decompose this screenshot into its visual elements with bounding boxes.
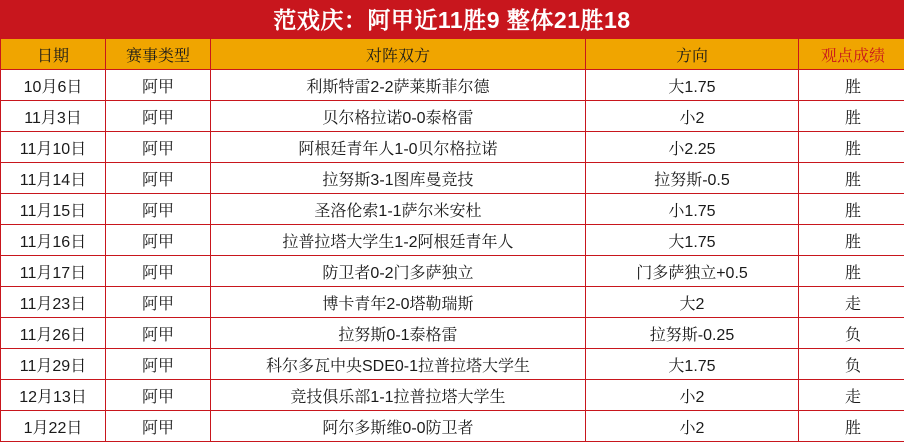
cell-match: 圣洛伦索1-1萨尔米安杜 <box>211 194 586 225</box>
table-row <box>1 194 904 225</box>
cell-result: 负 <box>799 349 904 380</box>
column-header-league: 赛事类型 <box>106 39 211 70</box>
cell-match: 拉努斯0-1泰格雷 <box>211 318 586 349</box>
column-header-result: 观点成绩 <box>799 39 904 70</box>
cell-league: 阿甲 <box>106 163 211 194</box>
cell-result: 胜 <box>799 194 904 225</box>
cell-result: 走 <box>799 380 904 411</box>
page-title: 范戏庆：阿甲近11胜9 整体21胜18 <box>0 0 904 38</box>
cell-date: 1月22日 <box>1 411 106 442</box>
cell-date: 10月6日 <box>1 70 106 101</box>
table-row <box>1 380 904 411</box>
cell-direction: 大2 <box>586 287 799 318</box>
cell-result: 走 <box>799 287 904 318</box>
cell-league: 阿甲 <box>106 318 211 349</box>
predictions-table <box>0 38 904 442</box>
cell-direction: 小2 <box>586 411 799 442</box>
table-row <box>1 318 904 349</box>
cell-result: 胜 <box>799 411 904 442</box>
cell-match: 阿尔多斯维0-0防卫者 <box>211 411 586 442</box>
cell-date: 11月29日 <box>1 349 106 380</box>
cell-date: 11月16日 <box>1 225 106 256</box>
cell-league: 阿甲 <box>106 411 211 442</box>
cell-result: 胜 <box>799 225 904 256</box>
cell-league: 阿甲 <box>106 101 211 132</box>
cell-league: 阿甲 <box>106 225 211 256</box>
cell-date: 11月10日 <box>1 132 106 163</box>
cell-direction: 拉努斯-0.5 <box>586 163 799 194</box>
table-row <box>1 101 904 132</box>
table-header-row <box>1 39 904 70</box>
cell-result: 胜 <box>799 256 904 287</box>
table-row <box>1 225 904 256</box>
table-header <box>1 39 904 70</box>
cell-result: 胜 <box>799 70 904 101</box>
cell-direction: 大1.75 <box>586 70 799 101</box>
cell-result: 胜 <box>799 101 904 132</box>
cell-league: 阿甲 <box>106 256 211 287</box>
column-header-date: 日期 <box>1 39 106 70</box>
cell-league: 阿甲 <box>106 70 211 101</box>
cell-date: 11月15日 <box>1 194 106 225</box>
cell-match: 拉普拉塔大学生1-2阿根廷青年人 <box>211 225 586 256</box>
table-row <box>1 287 904 318</box>
table-row <box>1 70 904 101</box>
cell-match: 博卡青年2-0塔勒瑞斯 <box>211 287 586 318</box>
cell-direction: 大1.75 <box>586 225 799 256</box>
cell-date: 11月17日 <box>1 256 106 287</box>
table-row <box>1 163 904 194</box>
cell-league: 阿甲 <box>106 194 211 225</box>
cell-direction: 门多萨独立+0.5 <box>586 256 799 287</box>
cell-match: 利斯特雷2-2萨莱斯菲尔德 <box>211 70 586 101</box>
table-row <box>1 411 904 442</box>
cell-direction: 小2 <box>586 101 799 132</box>
column-header-match: 对阵双方 <box>211 39 586 70</box>
table-row <box>1 132 904 163</box>
cell-match: 贝尔格拉诺0-0泰格雷 <box>211 101 586 132</box>
cell-direction: 小1.75 <box>586 194 799 225</box>
cell-result: 胜 <box>799 163 904 194</box>
cell-date: 12月13日 <box>1 380 106 411</box>
cell-date: 11月26日 <box>1 318 106 349</box>
cell-date: 11月3日 <box>1 101 106 132</box>
cell-result: 胜 <box>799 132 904 163</box>
cell-league: 阿甲 <box>106 287 211 318</box>
cell-date: 11月23日 <box>1 287 106 318</box>
cell-direction: 小2 <box>586 380 799 411</box>
cell-result: 负 <box>799 318 904 349</box>
table-row <box>1 256 904 287</box>
cell-match: 竞技俱乐部1-1拉普拉塔大学生 <box>211 380 586 411</box>
cell-match: 阿根廷青年人1-0贝尔格拉诺 <box>211 132 586 163</box>
cell-league: 阿甲 <box>106 132 211 163</box>
cell-direction: 拉努斯-0.25 <box>586 318 799 349</box>
column-header-direction: 方向 <box>586 39 799 70</box>
table-body <box>1 70 904 442</box>
cell-match: 防卫者0-2门多萨独立 <box>211 256 586 287</box>
cell-match: 拉努斯3-1图库曼竞技 <box>211 163 586 194</box>
cell-direction: 小2.25 <box>586 132 799 163</box>
cell-league: 阿甲 <box>106 380 211 411</box>
cell-direction: 大1.75 <box>586 349 799 380</box>
table-row <box>1 349 904 380</box>
cell-match: 科尔多瓦中央SDE0-1拉普拉塔大学生 <box>211 349 586 380</box>
cell-date: 11月14日 <box>1 163 106 194</box>
cell-league: 阿甲 <box>106 349 211 380</box>
